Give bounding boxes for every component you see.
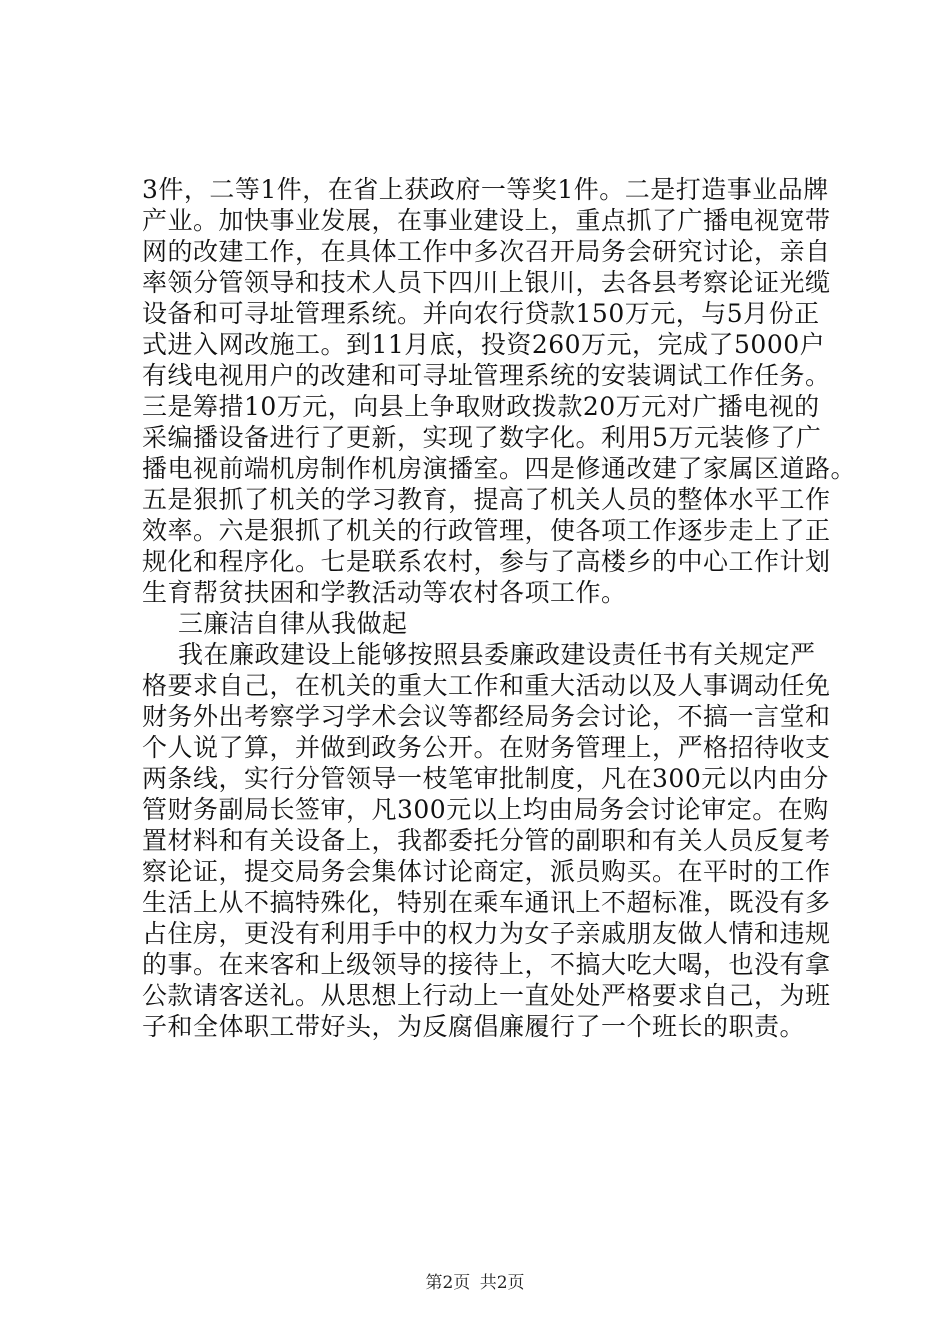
text-line: 公款请客送礼。从思想上行动上一直处处严格要求自己，为班 [142,981,831,1010]
text-line: 生活上从不搞特殊化，特别在乘车通讯上不超标准，既没有多 [142,888,831,917]
text-line: 网的改建工作，在具体工作中多次召开局务会研究讨论，亲自 [142,237,831,266]
text-line: 五是狠抓了机关的学习教育，提高了机关人员的整体水平工作 [142,485,831,514]
text-line: 率领分管领导和技术人员下四川上银川，去各县考察论证光缆 [142,268,831,297]
document-body [142,174,862,1042]
text-line: 财务外出考察学习学术会议等都经局务会讨论，不搞一言堂和 [142,702,831,731]
text-line: 生育帮贫扶困和学教活动等农村各项工作。 [142,578,627,607]
text-line: 式进入网改施工。到11月底，投资260万元，完成了5000户 [142,330,826,359]
text-line: 两条线，实行分管领导一枝笔审批制度，凡在300元以内由分 [142,764,829,793]
text-line: 效率。六是狠抓了机关的行政管理，使各项工作逐步走上了正 [142,516,831,545]
text-line: 格要求自己，在机关的重大工作和重大活动以及人事调动任免 [142,671,831,700]
page-footer [0,1268,950,1293]
text-line: 占住房，更没有利用手中的权力为女子亲戚朋友做人情和违规 [142,919,831,948]
text-line: 设备和可寻址管理系统。并向农行贷款150万元，与5月份正 [142,299,820,328]
text-line: 置材料和有关设备上，我都委托分管的副职和有关人员反复考 [142,826,831,855]
text-line: 播电视前端机房制作机房演播室。四是修通改建了家属区道路。 [142,454,857,483]
text-line: 子和全体职工带好头，为反腐倡廉履行了一个班长的职责。 [142,1012,806,1041]
text-line: 规化和程序化。七是联系农村，参与了高楼乡的中心工作计划 [142,547,831,576]
text-line: 3件，二等1件，在省上获政府一等奖1件。二是打造事业品牌 [142,175,829,204]
text-line: 个人说了算，并做到政务公开。在财务管理上，严格招待收支 [142,733,831,762]
text-line: 有线电视用户的改建和可寻址管理系统的安装调试工作任务。 [142,361,831,390]
text-line: 的事。在来客和上级领导的接待上，不搞大吃大喝，也没有拿 [142,950,831,979]
paragraph-first-line: 我在廉政建设上能够按照县委廉政建设责任书有关规定严 [178,640,816,669]
text-line: 管财务副局长签审，凡300元以上均由局务会讨论审定。在购 [142,795,829,824]
text-line: 三是筹措10万元，向县上争取财政拨款20万元对广播电视的 [142,392,820,421]
page-total: 共2页 [479,1273,525,1293]
text-line: 采编播设备进行了更新，实现了数字化。利用5万元装修了广 [142,423,822,452]
text-line: 察论证，提交局务会集体讨论商定，派员购买。在平时的工作 [142,857,831,886]
text-line: 产业。加快事业发展，在事业建设上，重点抓了广播电视宽带 [142,206,831,235]
page-number: 第2页 [425,1273,471,1293]
section-heading: 三廉洁自律从我做起 [178,609,408,638]
